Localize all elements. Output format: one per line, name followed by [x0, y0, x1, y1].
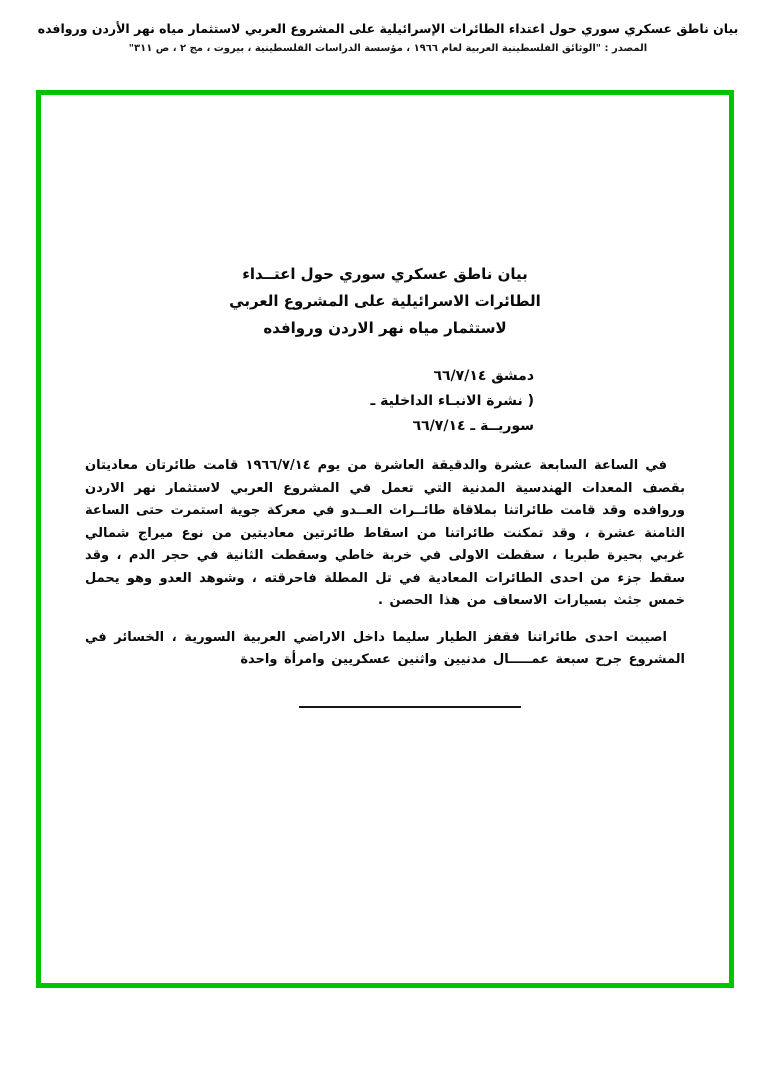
body-paragraph: في الساعة السابعة عشرة والدقيقة العاشرة من يوم ١٩٦٦/٧/١٤ قامت طائرتان معاديتان بقصف المعدات الهندسية المدنية التي تعمل في المشروع العربي لاستثمار نهر الاردن وروافده وقد قامت طائراتنا بملاقاة طائــرات العــدو في معركة جوية استمرت حتى الساعة الثامنة عشرة ، وقد تمكنت طائراتنا من اسقاط طائرتين معاديتين من نوع ميراج شمالي غربي بحيرة طبريا ، سقطت الاولى في خربة خاطي وسقطت الثانية في حجر الدم ، وقد سقط جزء من احدى الطائرات المعادية في تل المطلة فاحرقته ، وشوهد العدو وهو يحمل خمس جثث بسيارات الاسعاف من هذا الحصن . — [85, 458, 685, 608]
document-title-line: بيان ناطق عسكري سوري حول اعتــداء — [242, 265, 528, 283]
document-title — [41, 261, 729, 342]
header-source: المصدر : "الوثائق الفلسطينية العربية لعام ١٩٦٦ ، مؤسسة الدراسات الفلسطينية ، بيروت ، مج ٢ ، ص ٣١١" — [128, 43, 648, 54]
document-title-line: لاستثمار مياه نهر الاردن وروافده — [263, 319, 507, 337]
dateline-line: ( نشرة الانبـاء الداخلية ـ — [370, 393, 534, 409]
signature-divider-line — [299, 706, 521, 708]
document-title-line: الطائرات الاسرائيلية على المشروع العربي — [229, 292, 541, 310]
page-header — [0, 0, 776, 54]
dateline — [41, 364, 729, 439]
header-title: بيان ناطق عسكري سوري حول اعتداء الطائرات الإسرائيلية على المشروع العربي لاستثمار مياه نهر الأردن وروافده — [37, 21, 739, 36]
dateline-line: دمشق ٦٦/٧/١٤ — [433, 368, 534, 384]
body-paragraph: اصيبت احدى طائراتنا فقفز الطيار سليما داخل الاراضي العربية السورية ، الخسائر في المشروع جرح سبعة عمـــــال مدنيين واثنين عسكريين وامرأة واحدة — [85, 629, 685, 667]
document-body — [41, 455, 729, 672]
dateline-line: سوريــة ـ ٦٦/٧/١٤ — [412, 418, 534, 434]
document-frame — [36, 90, 734, 988]
